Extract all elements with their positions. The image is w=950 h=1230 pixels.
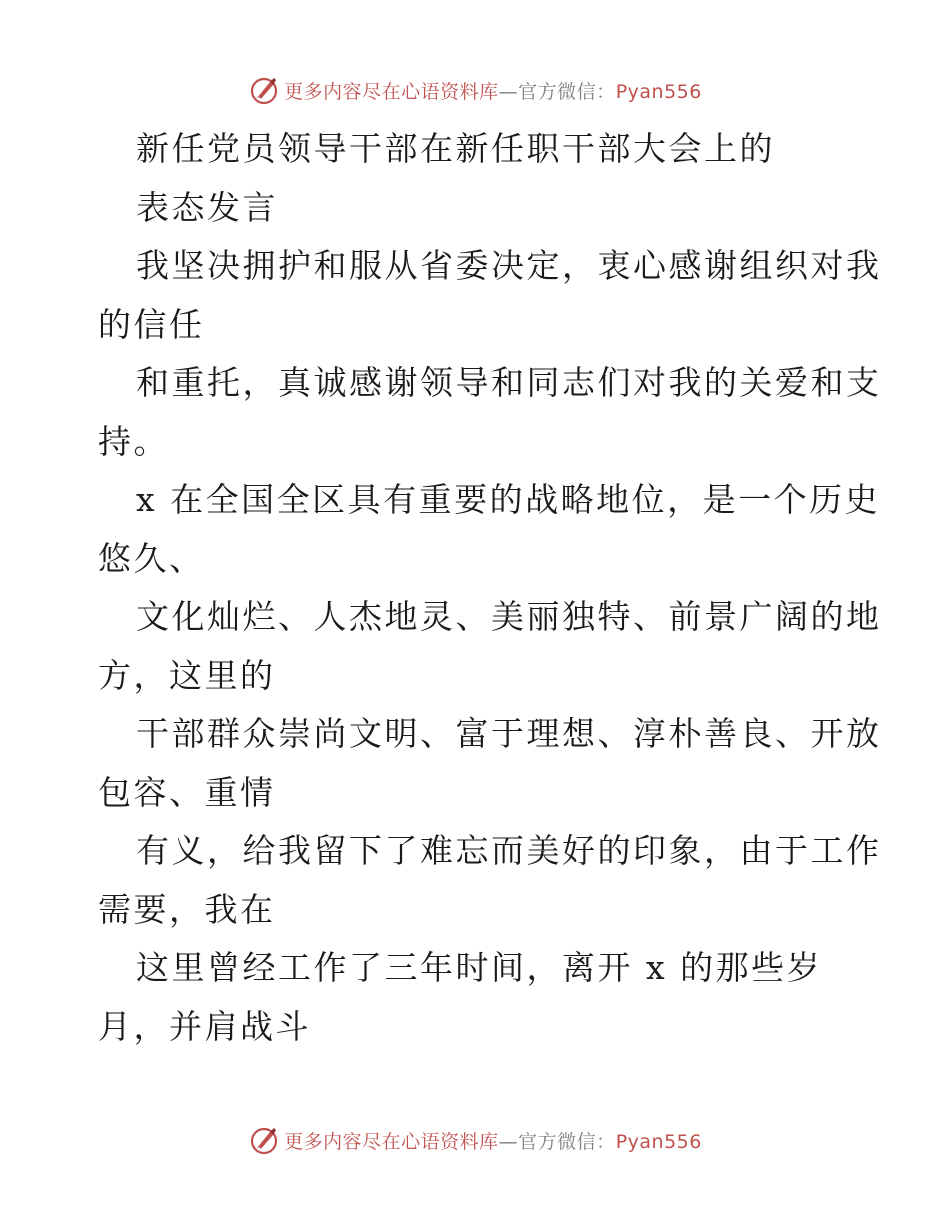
footer-watermark-text: [284, 1127, 702, 1154]
paragraph-line: 月，并肩战斗: [98, 1006, 311, 1046]
paragraph-line: 和重托，真诚感谢领导和同志们对我的关爱和支: [136, 363, 882, 402]
paragraph-line: 这里曾经工作了三年时间，离开 x 的那些岁: [136, 948, 823, 987]
paragraph-line: 干部群众崇尚文明、富于理想、淳朴善良、开放: [136, 714, 882, 753]
footer-wechat-id: Pyan556: [615, 1130, 702, 1153]
paragraph-line: 我坚决拥护和服从省委决定，衷心感谢组织对我: [136, 246, 882, 285]
title-line-2: 表态发言: [136, 187, 278, 227]
footer-separator: —: [498, 1130, 519, 1153]
paragraph-line: 方，这里的: [98, 655, 276, 695]
footer-site-text: 更多内容尽在心语资料库: [284, 1130, 499, 1153]
paragraph-line: 文化灿烂、人杰地灵、美丽独特、前景广阔的地: [136, 597, 882, 636]
pen-logo-icon: [248, 1124, 280, 1156]
paragraph-line: x 在全国全区具有重要的战略地位，是一个历史: [136, 480, 881, 519]
paragraph-line: 持。: [98, 421, 169, 461]
header-wechat-id: Pyan556: [615, 80, 702, 103]
document-body: [98, 120, 882, 1056]
header-separator: —: [498, 80, 519, 103]
header-site-text: 更多内容尽在心语资料库: [284, 80, 499, 103]
paragraph-line: 悠久、: [98, 538, 205, 578]
title-line-1: 新任党员领导干部在新任职干部大会上的: [136, 129, 775, 168]
pen-logo-icon: [248, 74, 280, 106]
paragraph-line: 包容、重情: [98, 772, 276, 812]
header-watermark: [0, 70, 950, 110]
paragraph-line: 的信任: [98, 304, 205, 344]
header-official-label: 官方微信：: [518, 80, 616, 103]
footer-official-label: 官方微信：: [518, 1130, 616, 1153]
paragraph-line: 需要，我在: [98, 889, 276, 929]
footer-watermark: [0, 1120, 950, 1160]
paragraph-line: 有义，给我留下了难忘而美好的印象，由于工作: [136, 831, 882, 870]
header-watermark-text: [284, 77, 702, 104]
